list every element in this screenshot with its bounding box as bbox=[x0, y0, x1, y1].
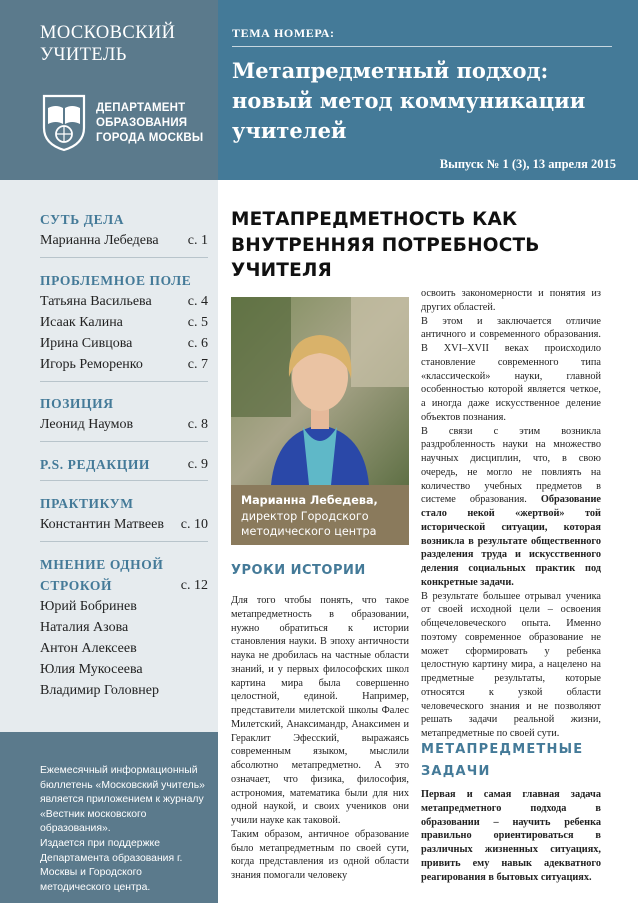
toc-item[interactable] bbox=[40, 312, 208, 333]
article-title: МЕТАПРЕДМЕТНОСТЬ КАК ВНУТРЕННЯЯ ПОТРЕБНОСТЬ УЧИТЕЛЯ bbox=[231, 209, 540, 281]
toc-item-name: Марианна Лебедева bbox=[40, 233, 159, 248]
toc-item-page: с. 5 bbox=[187, 315, 208, 330]
toc-heading: СТРОКОЙ bbox=[40, 578, 113, 593]
issue-header bbox=[218, 0, 638, 180]
issue-title: Метапредметный подход: новый метод коммуникации учителей bbox=[232, 58, 586, 143]
toc-divider bbox=[40, 257, 208, 258]
toc-item[interactable] bbox=[40, 638, 208, 659]
toc-item-page: с. 4 bbox=[187, 294, 208, 309]
toc-item-name: Леонид Наумов bbox=[40, 417, 134, 432]
toc-section bbox=[40, 554, 208, 701]
toc-item-name: Игорь Реморенко bbox=[40, 357, 143, 372]
about-paragraph: Ежемесячный информационный бюллетень «Московский учитель» является приложением к журналу «Вестник московского образования». bbox=[40, 765, 205, 835]
toc-item-page: с. 10 bbox=[180, 517, 208, 532]
toc-item[interactable] bbox=[40, 514, 208, 535]
masthead-title: МОСКОВСКИЙ УЧИТЕЛЬ bbox=[40, 23, 176, 65]
about-paragraph: Издается при поддержке Департамента образования г. Москвы и Городского методического центра. bbox=[40, 837, 183, 893]
toc-item-page: с. 1 bbox=[187, 233, 208, 248]
toc-item-name: Юлия Мукосеева bbox=[40, 662, 143, 677]
toc-item[interactable] bbox=[40, 291, 208, 312]
toc-section bbox=[40, 270, 208, 375]
issue-info: Выпуск № 1 (3), 13 апреля 2015 bbox=[439, 157, 616, 171]
paragraph: В этом и заключается отличие античного и современного образования. В XVI–XVII веках происходило становление современного типа «классической» науки, главной особенностью которой является четкое, а иногда даже искусственное деление объектов познания. bbox=[421, 315, 601, 423]
toc-item[interactable] bbox=[40, 414, 208, 435]
toc-item-page: с. 8 bbox=[187, 417, 208, 432]
section-heading: УРОКИ ИСТОРИИ bbox=[231, 563, 366, 578]
toc-item-name: Владимир Головнер bbox=[40, 683, 159, 698]
table-of-contents bbox=[0, 180, 218, 732]
paragraph: В результате большее отрывал ученика от своей исходной цели – освоения общечеловеческого опыта. Именно поэтому современное образование не может сформировать у ребенка целостную картину мира, а нацелено на предметные результаты, которые относятся к узкой области человеческого знания и не позволяют решать задачи реальной жизни, метапредметные по своей сути. bbox=[421, 590, 601, 739]
toc-heading: СУТЬ ДЕЛА bbox=[40, 212, 125, 227]
paragraph bbox=[421, 425, 601, 590]
toc-item-name: Ирина Сивцова bbox=[40, 336, 133, 351]
author-photo bbox=[231, 297, 409, 485]
about-text bbox=[40, 764, 212, 895]
portrait-image bbox=[231, 297, 409, 485]
toc-section bbox=[40, 493, 208, 535]
toc-divider bbox=[40, 381, 208, 382]
toc-heading: ПОЗИЦИЯ bbox=[40, 396, 114, 411]
paragraph: Таким образом, античное образование было метапредметным по своей сути, когда представления из одной области знания помогали человеку bbox=[231, 828, 409, 881]
toc-item-name: Юрий Бобринев bbox=[40, 599, 137, 614]
caption-name: Марианна Лебедева, bbox=[241, 494, 378, 507]
toc-heading: ПРАКТИКУМ bbox=[40, 496, 134, 511]
toc-heading: МНЕНИЕ ОДНОЙ bbox=[40, 557, 164, 572]
toc-item-name: Антон Алексеев bbox=[40, 641, 137, 656]
toc-item-page: с. 12 bbox=[180, 578, 208, 593]
paragraph: освоить закономерности и понятия из других областей. bbox=[421, 288, 601, 313]
department-name: ДЕПАРТАМЕНТ ОБРАЗОВАНИЯ ГОРОДА МОСКВЫ bbox=[96, 101, 204, 144]
toc-section bbox=[40, 393, 208, 435]
lead-paragraph: Первая и самая главная задача метапредметного подхода в образовании – научить ребенка правильно ориентироваться в различных жизненных ситуациях, привить ему навык адекватного реагирования в бытовых ситуациях. bbox=[421, 789, 601, 883]
toc-item[interactable] bbox=[40, 596, 208, 617]
toc-heading: ПРОБЛЕМНОЕ ПОЛЕ bbox=[40, 273, 192, 288]
toc-item[interactable] bbox=[40, 354, 208, 375]
article-column-right bbox=[421, 287, 601, 741]
toc-item[interactable] bbox=[40, 680, 208, 701]
toc-item[interactable] bbox=[40, 659, 208, 680]
toc-divider bbox=[40, 480, 208, 481]
theme-divider bbox=[232, 46, 612, 47]
paragraph-emphasis: Образование стало некой «жертвой» той исторической ситуации, которая возникла в результате общественного разделения труда и искусственного деления социальных практик под конкретные задачи. bbox=[421, 494, 601, 588]
toc-section[interactable] bbox=[40, 454, 208, 475]
article-column-left bbox=[231, 594, 409, 883]
toc-item-page: с. 7 bbox=[187, 357, 208, 372]
theme-label: ТЕМА НОМЕРА: bbox=[232, 26, 335, 40]
toc-item[interactable] bbox=[40, 617, 208, 638]
toc-item-name: Наталия Азова bbox=[40, 620, 129, 635]
toc-item-page: с. 6 bbox=[187, 336, 208, 351]
paragraph-text: В связи с этим возникла раздробленность науки на множество научных дисциплин, что, в свою очередь, не могло не повлиять на количество учебных предметов в системе образования. bbox=[421, 425, 601, 506]
education-emblem-icon bbox=[40, 94, 88, 152]
toc-divider bbox=[40, 541, 208, 542]
paragraph: Для того чтобы понять, что такое метапредметность в образовании, нужно обратиться к истории становления науки. В эпоху античности наука не дробилась на частные области знаний, и у первых философских школ картина мира была совершенно целостной, единой. Например, представители милетской школы Фалес Милетский, Анаксимандр, Анаксимен и Гераклит Эфесский, выражаясь современным языком, мыслили абсолютно метапредметно. А это означает, что физика, философия, астрономия, математика были для них одной наукой, и своих учеников они учили науке как таковой. bbox=[231, 595, 409, 826]
caption-role: директор Городского методического центра bbox=[241, 509, 377, 538]
toc-item[interactable] bbox=[40, 230, 208, 251]
toc-section bbox=[40, 209, 208, 251]
department-block bbox=[40, 94, 203, 152]
toc-item-name: Исаак Калина bbox=[40, 315, 123, 330]
toc-item-name: Татьяна Васильева bbox=[40, 294, 152, 309]
toc-divider bbox=[40, 441, 208, 442]
toc-heading: P.S. РЕДАКЦИИ bbox=[40, 457, 151, 472]
section-heading: МЕТАПРЕДМЕТНЫЕ ЗАДАЧИ bbox=[421, 742, 584, 779]
photo-caption bbox=[231, 485, 409, 545]
toc-item-name: Константин Матвеев bbox=[40, 517, 164, 532]
toc-item-page: с. 9 bbox=[187, 457, 208, 472]
toc-item[interactable] bbox=[40, 333, 208, 354]
